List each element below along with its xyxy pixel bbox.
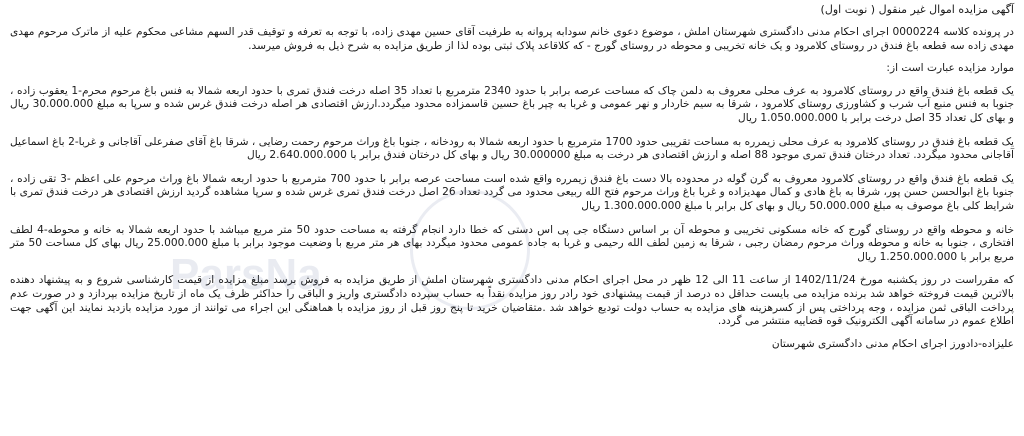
auction-terms: که مقرراست در روز یکشنبه مورخ 1402/11/24 از ساعت 11 الی 12 ظهر در محل اجرای احکام مدنی دادگستری شهرستان املش از طریق مزایده به فروش برسد مبلغ مزایده از قیمت کارشناسی شروع و به پیشنهاد دهنده بالاترین قیمت فروخته خواهد شد برنده مزایده می بایست حداقل ده درصد از قیمت پیشنهادی خود رادر روز مزایده نقداً به حساب سپرده دادگستری واریز و الباقی را حداکثر ظرف یک ماه از تاریخ مزایده بپردازد و در صورت عدم پرداخت الباقی ثمن مزایده ، وجه پرداختی پس از کسرهزینه های مزایده به حساب دولت تودیع خواهد شد .متقاضیان خرید تا پنج روز قبل از روز مزایده با هماهنگی این اجراء می توانند از مورد مزایده بازدید نمایند این آگهی جهت اطلاع عموم در سامانه آگهی الکترونیک قوه قضاییه منتشر می گردد. (10, 274, 1015, 328)
auction-item-1: یک قطعه باغ فندق واقع در روستای کلامرود به عرف محلی معروف به دلمن چاک که مساحت عرصه برابر با حدود 2340 مترمربع با تعداد 35 اصله درخت فندق تمری با حدود اربعه شمالا به فنس باغ مرحوم محرم-1 یعقوب زاده ، جنوبا به فنس منبع آب شرب و کشاورزی روستای کلامرود ، شرقا به سیم خاردار و نهر عمومی و غربا به چپر باغ حسین قاسمزاده محدود میگردد.ارزش اقتصادی هر اصله درخت فندق غرس شده و سرپا به مبلغ 30.000.000 ریال و بهای کل تعداد 35 اصل درخت برابر با 1.050.000.000 ریال (10, 84, 1015, 124)
items-heading: موارد مزایده عبارت است از: (886, 62, 1014, 75)
signature: علیزاده-دادورز اجرای احکام مدنی دادگستری شهرستان (771, 337, 1014, 350)
watermark-text: ParsNa (170, 250, 322, 299)
auction-item-2: یک قطعه باغ فندق در روستای کلامرود به عرف محلی زیمرره به مساحت تقریبی حدود 1700 مترمربع با حدود اربعه شمالا به رودخانه ، جنوبا باغ وراث مرحوم رحمت رضایی ، شرقا باغ آقای صفرعلی آقاجانی و غربا-2 باغ اسماعیل آقاجانی محدود میگردد. تعداد درختان فندق تمری موجود 88 اصله و ارزش اقتصادی هر درخت به مبلغ 30.000000 ریال و بهای کل درختان فندق برابر با 2.640.000.000 ریال (10, 135, 1014, 162)
auction-item-3: یک قطعه باغ فندق واقع در روستای کلامرود معروف به گرن گوله در محدوده بالا دست باغ فندق زیمرره واقع شده است مساحت عرصه برابر با حدود 700 مترمربع با حدود اربعه شمالا باغ وراث مرحوم علی اعظم -3 تقی زاده ، جنوبا باغ ابوالحسن حسن پور، شرقا به باغ هادی و کمال مهدیزاده و غربا باغ وراث مرحوم فتح الله ربیعی محدود می گردد تعداد 26 اصل درخت فندق تمری غرس شده و سرپا مشاهده گردید ارزش اقتصادی هر درخت فندق تمری با شرایط کلی باغ موصوف به مبلغ 50.000.000 ریال و بهای کل برابر با مبلغ 1.300.000.000 ریال (10, 172, 1015, 212)
auction-item-4: خانه و محوطه واقع در روستای گورج که خانه مسکونی تخریبی و محوطه آن بر اساس دستگاه جی پی اس دستی که خطا دارد انجام گرفته به مساحت حدود 50 متر مربع میباشد با حدود اربعه شمالا به خانه و محوطه-4 لطف افتخاری ، جنوبا به خانه و محوطه وراث مرحوم رمضان رجبی ، شرقا به زمین لطف الله رحیمی و غربا به جاده عمومی محدود میگردد بهای هر متر مربع با وضعیت موجود برابر با مبلغ 25.000.000 ریال بهای کل مساحت 50 متر مربع برابر با 1.250.000.000 ریال (10, 223, 1014, 263)
notice-title: آگهی مزایده اموال غیر منقول ( نوبت اول) (820, 3, 1014, 16)
notice-intro: در پرونده کلاسه 0000224 اجرای احکام مدنی دادگستری شهرستان املش ، موضوع دعوی خانم سودابه پروانه به طرفیت آقای حسین مهدی زاده، با توجه به تعرفه و توقیف قدر السهم مشاعی محکوم علیه از ماترک مرحوم مهدی مهدی زاده سه قطعه باغ فندق در روستای کلامرود و یک خانه تخریبی و محوطه در روستای گورج - که کلاقاعد پلاک ثبتی بوده لذا از طریق مزایده به شرح ذیل به فروش میرسد. (10, 26, 1014, 52)
